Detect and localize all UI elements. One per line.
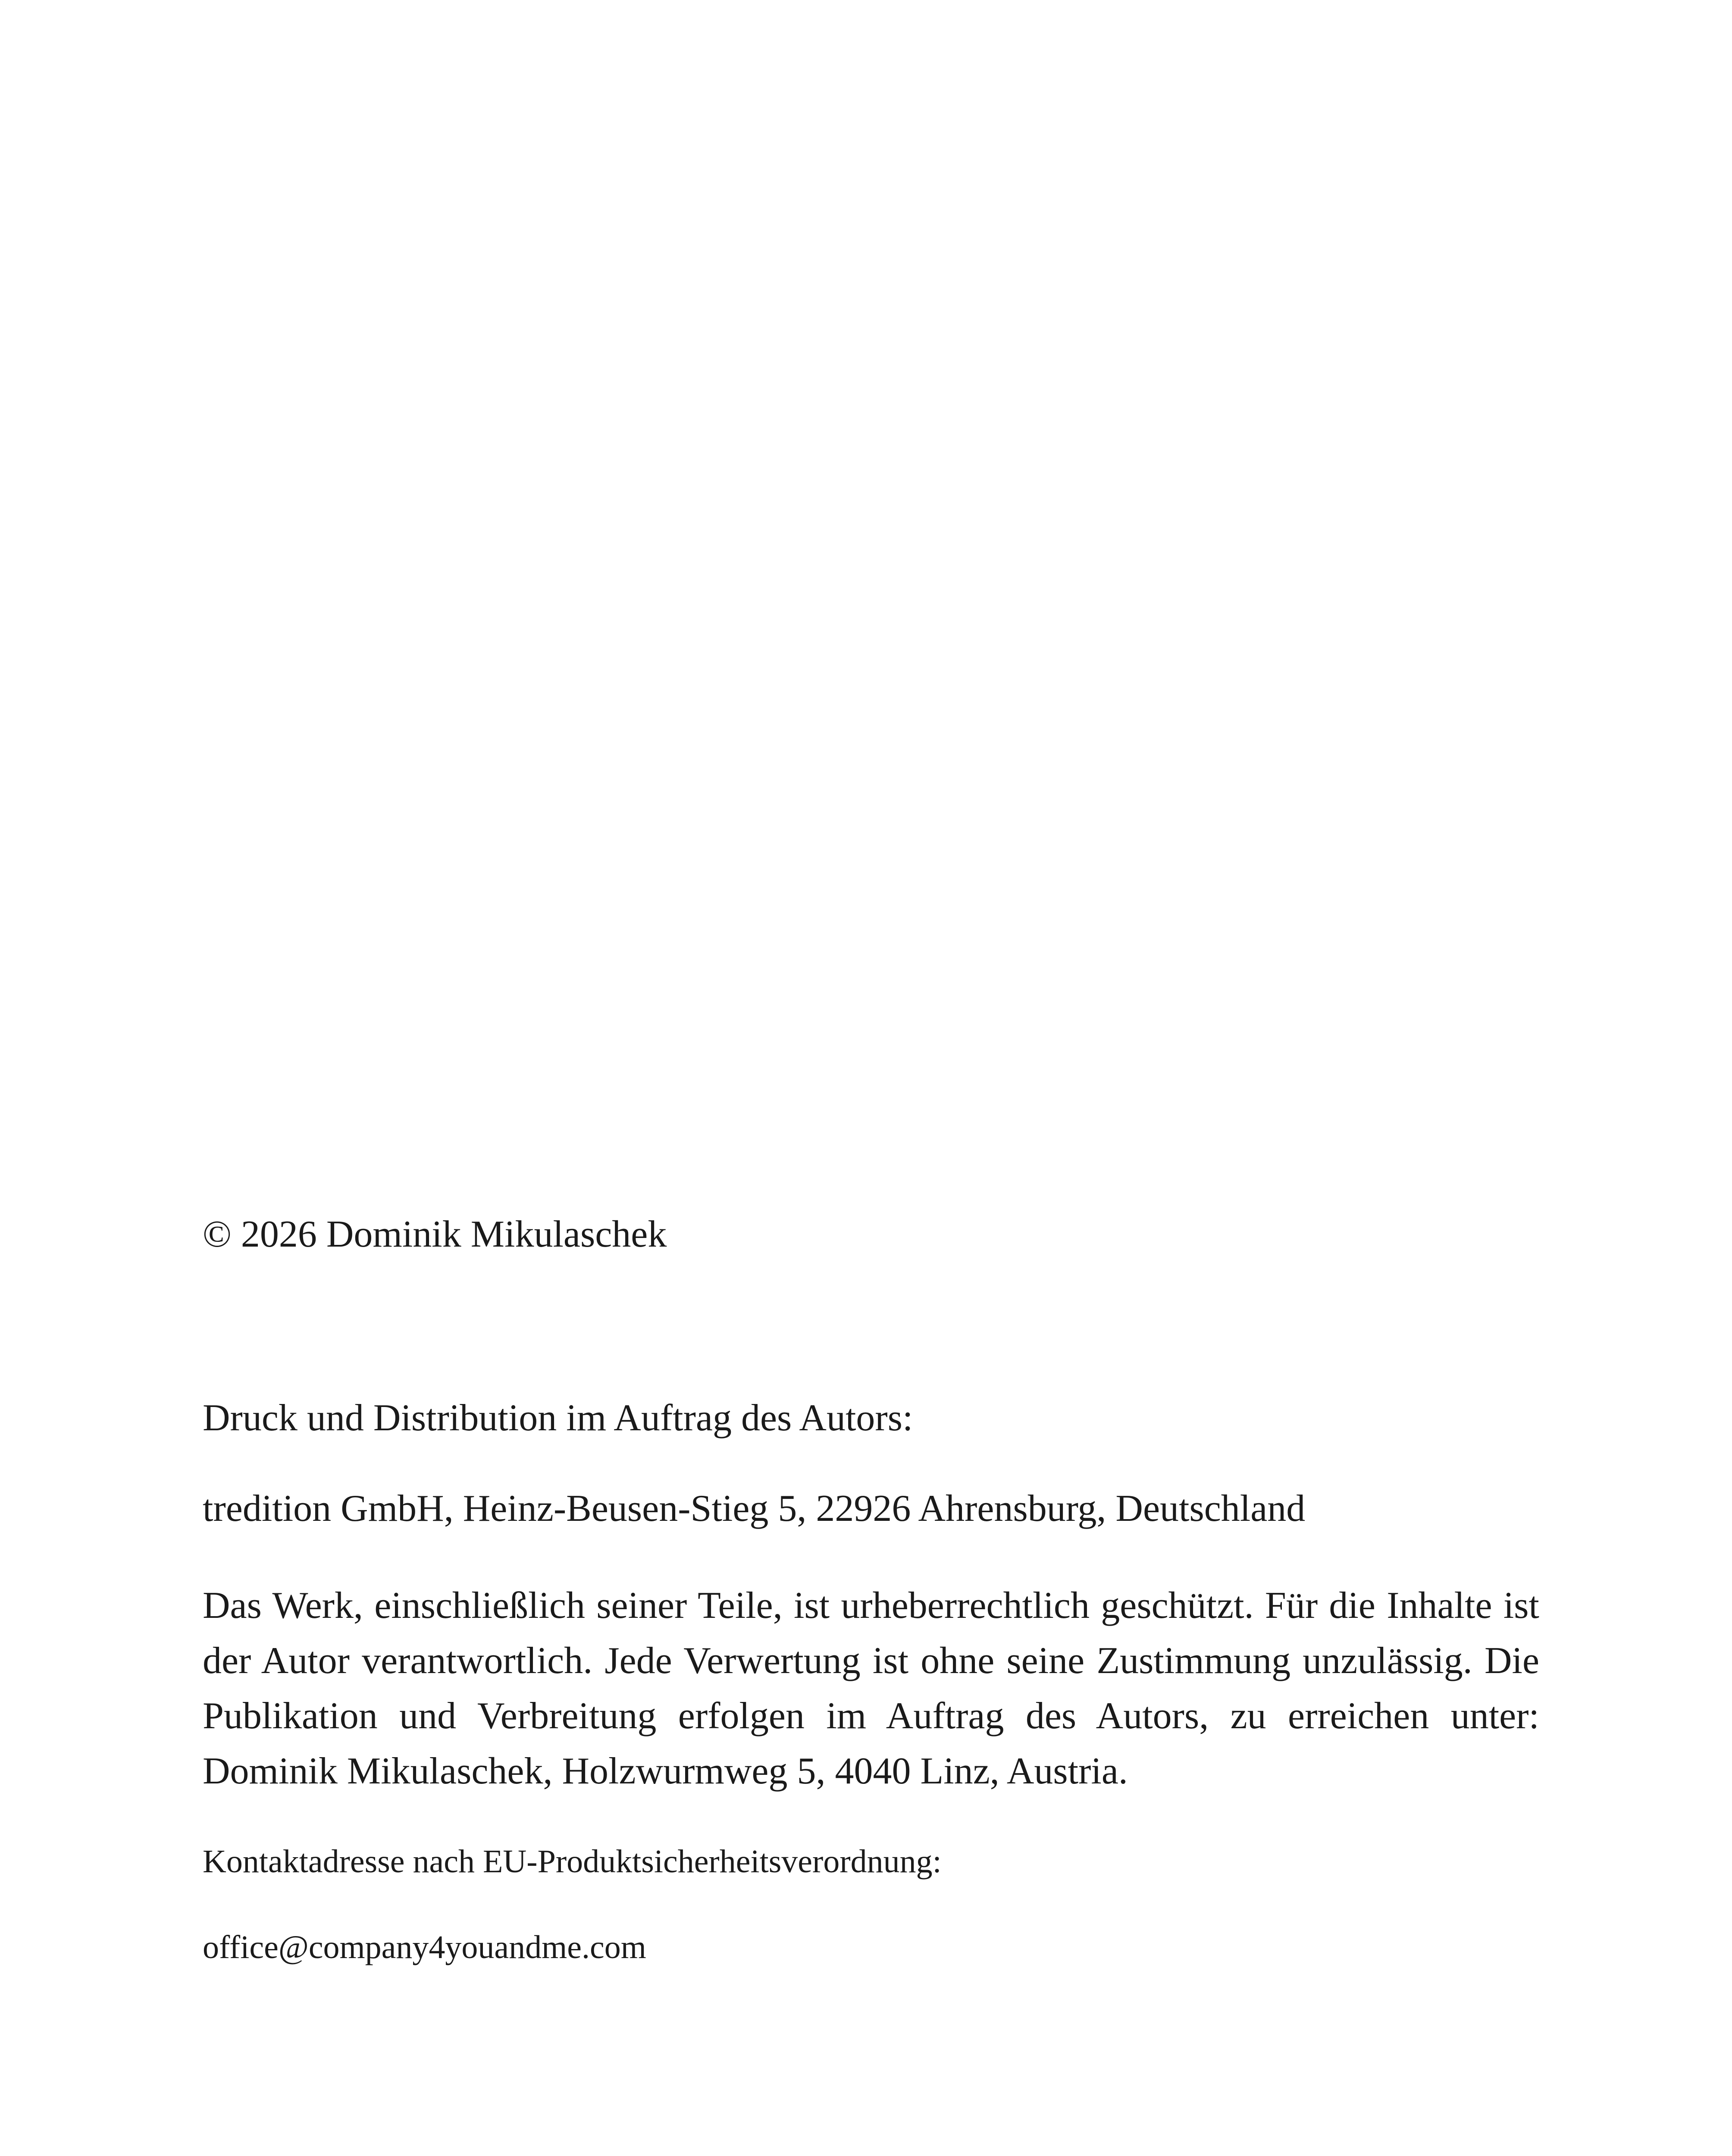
copyright-notice: © 2026 Dominik Mikulaschek <box>203 1213 667 1255</box>
printer-address: tredition GmbH, Heinz-Beusen-Stieg 5, 22926 Ahrensburg, Deutschland <box>203 1488 1306 1530</box>
contact-label: Kontaktadresse nach EU-Produktsicherheitsverordnung: <box>203 1843 942 1880</box>
legal-notice: Das Werk, einschließlich seiner Teile, ist urheberrechtlich geschützt. Für die Inhalte ist der Autor verantwortlich. Jede Verwertung ist ohne seine Zustimmung unzulässig. Die Publikation und Verbreitung erfolgen im Auftrag des Autors, zu erreichen unter: Dominik Mikulaschek, Holzwurmweg 5, 4040 Linz, Austria. <box>203 1584 1539 1792</box>
contact-email: office@company4youandme.com <box>203 1929 646 1965</box>
imprint-block <box>203 1212 1539 1967</box>
printer-label: Druck und Distribution im Auftrag des Autors: <box>203 1397 913 1439</box>
